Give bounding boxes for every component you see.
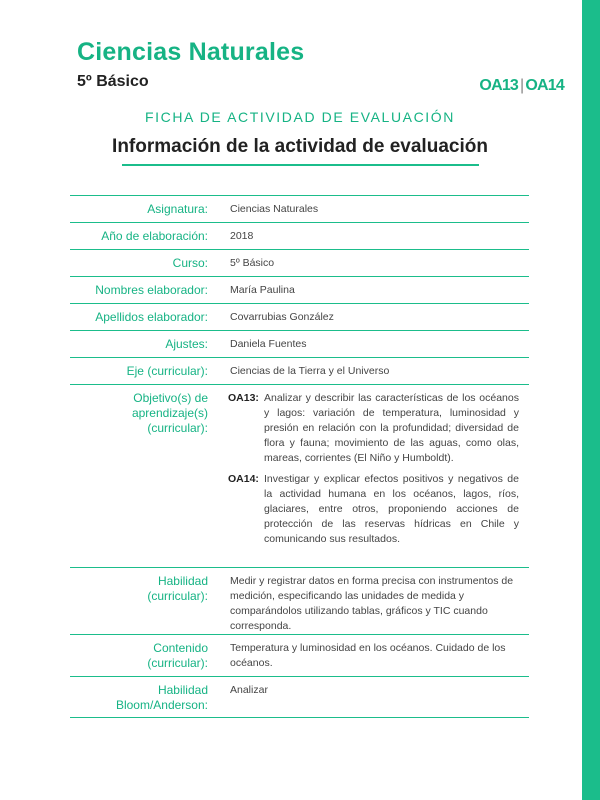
value-ajustes: Daniela Fuentes: [230, 338, 307, 350]
label-ajustes: Ajustes:: [165, 337, 208, 351]
label-bloom-line1: Habilidad: [157, 683, 208, 697]
label-bloom-line2: Bloom/Anderson:: [115, 698, 208, 712]
objective-item: [230, 472, 519, 547]
oa-badge: [479, 77, 564, 95]
label-bloom: [70, 677, 208, 717]
label-curso: Curso:: [172, 256, 208, 270]
label-habilidad-line1: Habilidad: [157, 574, 208, 588]
ficha-label: FICHA DE ACTIVIDAD DE EVALUACIÓN: [145, 109, 455, 125]
label-nombres: Nombres elaborador:: [95, 283, 208, 297]
row-contenido: [70, 635, 529, 677]
value-anio: 2018: [230, 230, 254, 242]
value-curso: 5º Básico: [230, 257, 275, 269]
row-objetivos: [70, 385, 529, 568]
grade-label: 5º Básico: [77, 73, 149, 90]
objective-text: Analizar y describir las características de los océanos y lagos: variación de temperatura, luminosidad y presión en relación con la profundidad; diversidad de flora y fauna; movimiento de las aguas, como olas, mareas, corrientes (El Niño y Humboldt).: [264, 392, 519, 464]
label-habilidad: [70, 568, 208, 634]
value-contenido: Temperatura y luminosidad en los océanos. Cuidado de los océanos.: [230, 642, 506, 669]
label-contenido-line1: Contenido: [153, 641, 208, 655]
row-bloom: [70, 677, 529, 718]
value-nombres: María Paulina: [230, 284, 295, 296]
label-objetivos-line1: Objetivo(s) de: [133, 391, 208, 405]
label-objetivos-line2: aprendizaje(s): [131, 406, 208, 420]
row-apellidos: [70, 304, 529, 331]
objective-text: Investigar y explicar efectos positivos y negativos de la actividad humana en los océanos, lagos, ríos, glaciares, entre otros, proponiendo acciones de protección de las reservas hídricas en Chile y comunicando sus resultados.: [264, 473, 519, 545]
value-asignatura: Ciencias Naturales: [230, 203, 319, 215]
label-contenido-line2: (curricular):: [147, 656, 208, 670]
info-table: [70, 195, 529, 718]
title-underline: [122, 164, 479, 166]
label-objetivos-line3: (curricular):: [147, 421, 208, 435]
oa-badge-right: OA14: [525, 77, 564, 94]
objective-code: OA13:: [228, 392, 259, 404]
page-title: Información de la actividad de evaluación: [112, 136, 488, 157]
row-curso: [70, 250, 529, 277]
oa-badge-left: OA13: [479, 77, 519, 94]
label-eje: Eje (curricular):: [126, 364, 208, 378]
subject-title: Ciencias Naturales: [77, 38, 305, 66]
label-contenido: [70, 635, 208, 676]
row-anio: [70, 223, 529, 250]
oa-badge-separator: |: [520, 77, 524, 94]
value-apellidos: Covarrubias González: [230, 311, 334, 323]
label-habilidad-line2: (curricular):: [147, 589, 208, 603]
label-apellidos: Apellidos elaborador:: [95, 310, 208, 324]
value-bloom: Analizar: [230, 684, 268, 696]
row-nombres: [70, 277, 529, 304]
objective-code: OA14:: [228, 473, 259, 485]
objective-item: [230, 391, 519, 466]
label-asignatura: Asignatura:: [147, 202, 208, 216]
value-habilidad: Medir y registrar datos en forma precisa con instrumentos de medición, especificando las unidades de medida y comparándolos utilizando tablas, gráficos y TIC cuando corresponda.: [230, 575, 514, 632]
row-habilidad: [70, 568, 529, 635]
row-eje: [70, 358, 529, 385]
row-asignatura: [70, 196, 529, 223]
value-objetivos: [208, 385, 529, 567]
label-anio: Año de elaboración:: [101, 229, 208, 243]
value-eje: Ciencias de la Tierra y el Universo: [230, 365, 390, 377]
row-ajustes: [70, 331, 529, 358]
label-objetivos: [70, 385, 208, 567]
